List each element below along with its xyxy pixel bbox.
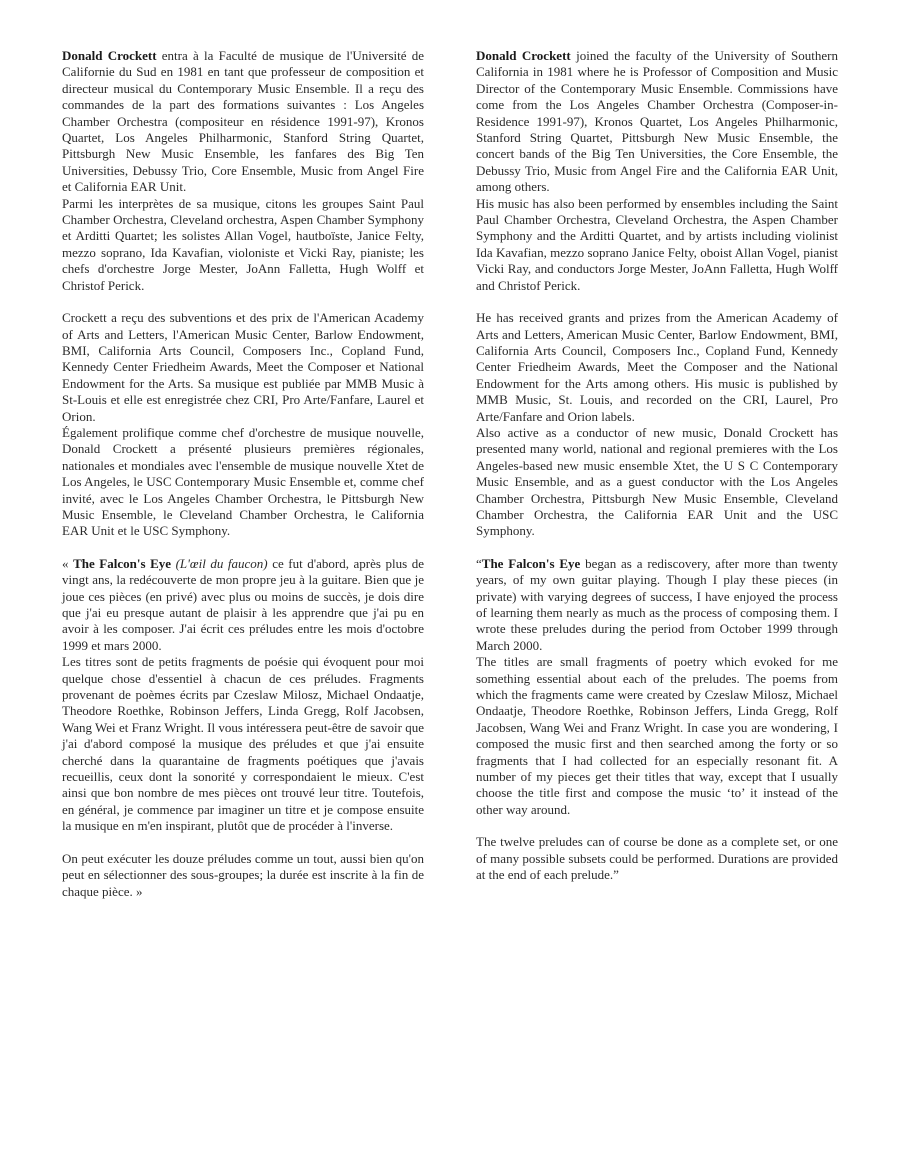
en-falcon-text: began as a rediscovery, after more than twenty years, of my own guitar playing. Though I play these pieces (in private) with varying degrees of success, I have enjoyed the process of learning them nearly as much as the process of composing them. I wrote these preludes during the period from October 1999 through March 2000. bbox=[476, 555, 839, 653]
fr-falcon-text: ce fut d'abord, après plus de vingt ans, la redécouverte de mon propre jeu à la guitare. Bien que je joue ces pièces (en privé) avec plus ou moins de succès, je dois dire que j'ai eu presque autant de plaisir à les apprendre que j'ai pu en avoir à les composer. J'ai écrit ces préludes entre les mois d'octobre 1999 et mars 2000. bbox=[62, 555, 425, 653]
en-work-title: The Falcon's Eye bbox=[481, 555, 581, 571]
fr-titles-paragraph: Les titres sont de petits fragments de poésie qui évoquent pour moi quelque chose d'essentiel à chacun de ces préludes. Fragments provenant de poèmes écrits par Czeslaw Milosz, Michael Ondaatje, Theodore Roethke, Robinson Jeffers, Linda Gregg, Rolf Jacobsen, Wang Wei et Franz Wright. Il vous intéressera peut-être de savoir que j'ai d'abord composé la musique des préludes et que j'ai ensuite cherché dans la quarantaine de fragments poétiques que j'avais recueillis, ceux dont la sonorité y correspondaient le mieux. C'est ainsi que bon nombre de mes pièces ont trouvé leur titre. Toutefois, en général, je commence par imaginer un titre et je compose ensuite la musique en m'en inspirant, plutôt que de procéder à l'inverse. bbox=[62, 654, 424, 834]
en-falcon-paragraph bbox=[476, 556, 838, 654]
english-column bbox=[476, 48, 838, 884]
fr-conductor-paragraph: Également prolifique comme chef d'orchestre de musique nouvelle, Donald Crockett a présenté plusieurs premières régionales, nationales et mondiales avec l'ensemble de musique nouvelle Xtet de Los Angeles, le USC Contemporary Music Ensemble et, comme chef invité, avec le Los Angeles Chamber Orchestra, le Pittsburgh New Music Ensemble, le Cleveland Chamber Orchestra, le California EAR Unit et le USC Symphony. bbox=[62, 424, 424, 539]
fr-open-quote: « bbox=[62, 555, 74, 571]
fr-grants-paragraph: Crockett a reçu des subventions et des prix de l'American Academy of Arts and Letters, l'American Music Center, Barlow Endowment, BMI, California Arts Council, Composers Inc., Copland Fund, Kennedy Center Friedheim Awards, Meet the Composer et National Endowment for the Arts. Sa musique est publiée par MMB Music à St-Louis et elle est enregistrée chez CRI, Pro Arte/Fanfare, Laurel et Orion. bbox=[62, 310, 424, 424]
fr-work-title: The Falcon's Eye bbox=[73, 555, 172, 571]
en-grants-paragraph: He has received grants and prizes from the American Academy of Arts and Letters, American Music Center, Barlow Endowment, BMI, California Arts Council, Composers Inc., Copland Fund, Kennedy Center Friedheim Awards, Meet the Composer and the National Endowment for the Arts among others. His music is published by MMB Music, St. Louis, and recorded on the CRI, Laurel, Pro Arte/Fanfare and Orion labels. bbox=[476, 310, 838, 424]
en-open-quote: “ bbox=[476, 555, 482, 571]
en-titles-paragraph: The titles are small fragments of poetry which evoked for me something essential about each of the preludes. The poems from which the fragments came were created by Czeslaw Milosz, Michael Ondaatje, Theodore Roethke, Robinson Jeffers, Linda Gregg, Rolf Jacobsen, Wang Wei and Franz Wright. In case you are wondering, I composed the music first and then searched among the forty or so fragments that I had collected for an especially resonant fit. A number of my pieces get their titles that way, except that I usually choose the title first and compose the music ‘to’ it instead of the other way around. bbox=[476, 654, 838, 817]
fr-performers-paragraph: Parmi les interprètes de sa musique, citons les groupes Saint Paul Chamber Orchestra, Cleveland orchestra, Aspen Chamber Symphony et Arditti Quartet; les solistes Allan Vogel, hautboïste, Janice Felty, mezzo soprano, Ida Kavafian, violoniste et Vicki Ray, pianiste; les chefs d'orchestre Jorge Mester, JoAnn Falletta, Hugh Wolff et Christof Perick. bbox=[62, 195, 424, 293]
fr-composer-name: Donald Crockett bbox=[62, 48, 157, 63]
fr-preludes-paragraph: On peut exécuter les douze préludes comme un tout, aussi bien qu'on peut en sélectionner des sous-groupes; la durée est inscrite à la fin de chaque pièce. » bbox=[62, 850, 424, 899]
fr-bio-paragraph bbox=[62, 48, 424, 196]
en-bio-paragraph bbox=[476, 48, 838, 196]
en-performers-paragraph: His music has also been performed by ensembles including the Saint Paul Chamber Orchestra, Cleveland Orchestra, the Aspen Chamber Symphony and the Arditti Quartet, and by artists including violinist Ida Kavafian, mezzo soprano Janice Felty, oboist Allan Vogel, pianist Vicki Ray, and conductors Jorge Mester, JoAnn Falletta, Hugh Wolff and Christof Perick. bbox=[476, 195, 838, 293]
en-preludes-paragraph: The twelve preludes can of course be done as a complete set, or one of many possible subsets could be performed. Durations are provided at the end of each prelude.” bbox=[476, 834, 838, 883]
fr-bio-text: entra à la Faculté de musique de l'Université de Californie du Sud en 1981 en tant que professeur de composition et directeur musical du Contemporary Music Ensemble. Il a reçu des commandes de la part des formations suivantes : Los Angeles Chamber Orchestra (compositeur en résidence 1991-97), Kronos Quartet, Los Angeles Philharmonic, Stanford String Quartet, Pittsburgh New Music Ensemble, les fanfares des Big Ten Universities, Debussy Trio, Core Ensemble, Music from Angel Fire et California EAR Unit. bbox=[62, 48, 424, 195]
fr-falcon-paragraph bbox=[62, 556, 424, 654]
en-bio-text: joined the faculty of the University of Southern California in 1981 where he is Professor of Composition and Music Director of the Contemporary Music Ensemble. Commissions have come from the Los Angeles Chamber Orchestra (Composer-in-Residence 1991-97), Kronos Quartet, Los Angeles Philharmonic, Stanford String Quartet, Pittsburgh New Music Ensemble, the concert bands of the Big Ten Universities, the Core Ensemble, the Debussy Trio, Music from Angel Fire and the California EAR Unit, among others. bbox=[476, 48, 838, 195]
en-composer-name: Donald Crockett bbox=[476, 48, 571, 63]
en-conductor-paragraph: Also active as a conductor of new music, Donald Crockett has presented many world, national and regional premieres with the Los Angeles-based new music ensemble Xtet, the U S C Contemporary Music Ensemble, and as a guest conductor with the Los Angeles Chamber Orchestra, Pittsburgh New Music Ensemble, Cleveland Chamber Orchestra, the California EAR Unit and the USC Symphony. bbox=[476, 424, 838, 539]
french-column bbox=[62, 48, 424, 900]
fr-work-title-translation: (L'œil du faucon) bbox=[175, 555, 268, 571]
